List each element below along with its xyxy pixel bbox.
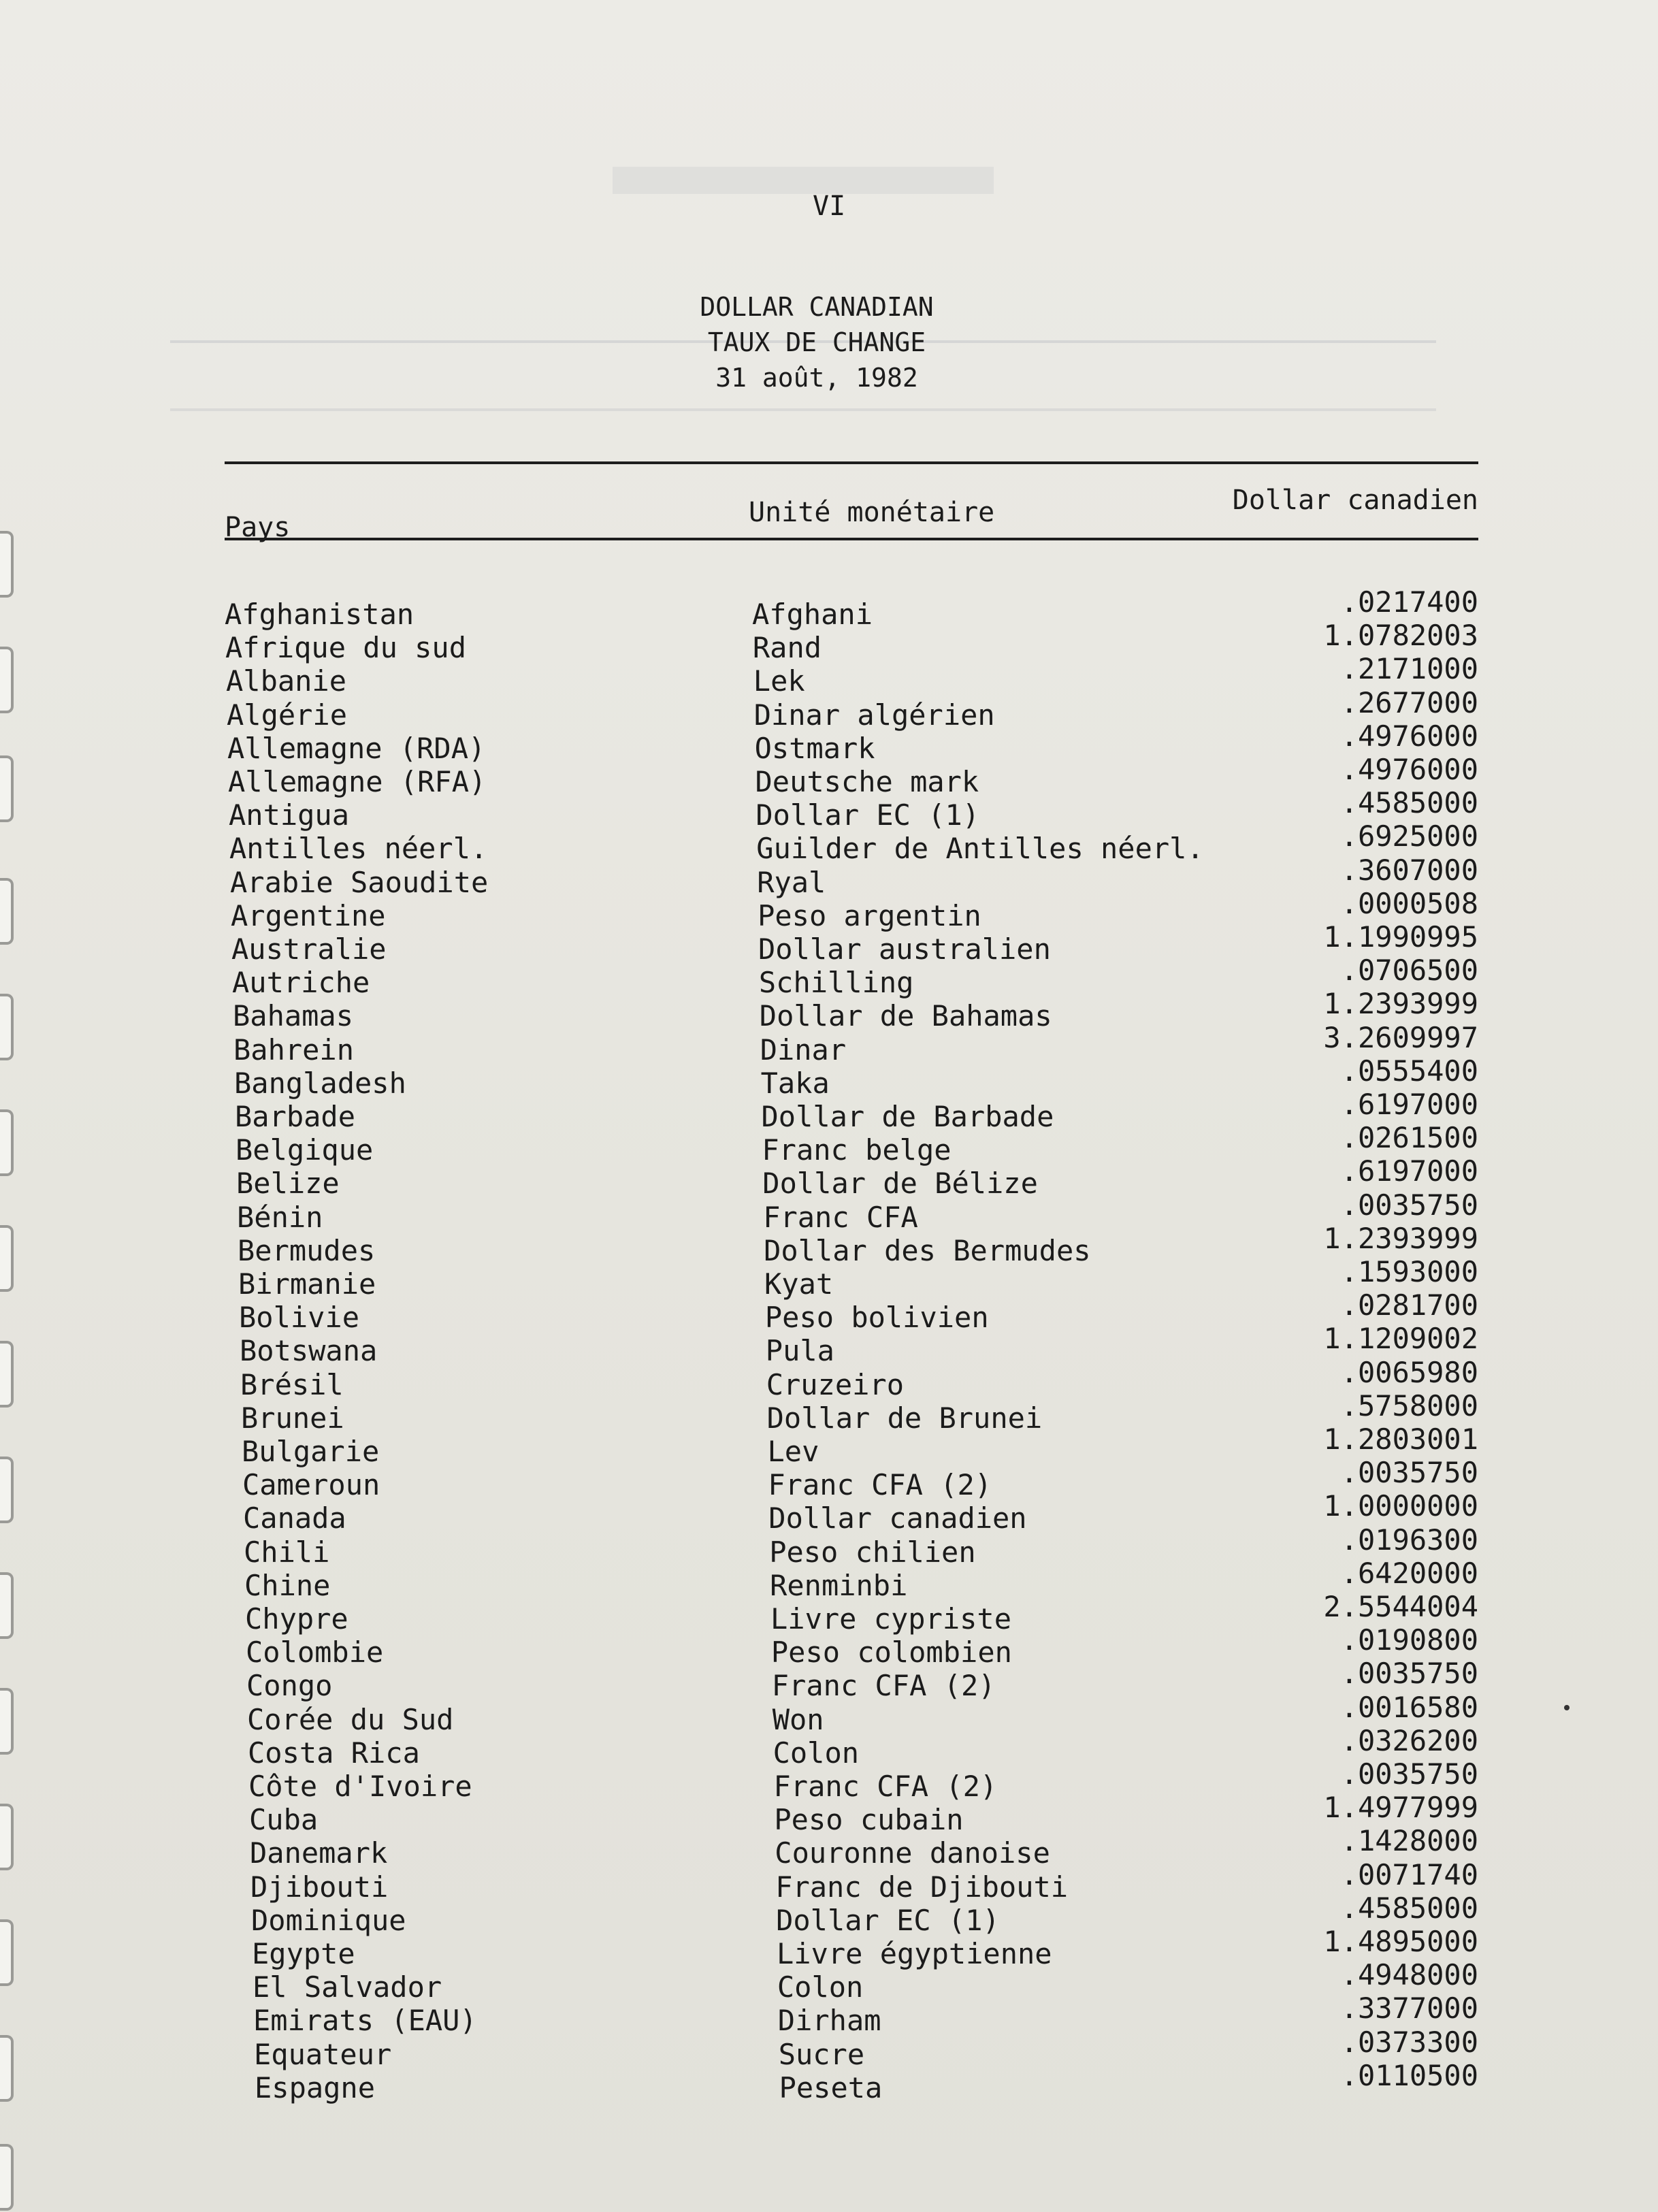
title-line: TAUX DE CHANGE <box>707 327 926 357</box>
country-cell: Bahrein <box>233 1032 355 1067</box>
rate-cell: .1593000 <box>1340 1255 1478 1288</box>
currency-cell: Rand <box>752 631 822 665</box>
currency-cell: Dollar de Brunei <box>766 1401 1043 1435</box>
currency-cell: Lek <box>753 664 805 698</box>
currency-cell: Dollar australien <box>758 932 1051 966</box>
country-cell: Bahamas <box>233 999 354 1033</box>
currency-cell: Franc CFA (2) <box>771 1669 996 1703</box>
currency-cell: Livre cypriste <box>770 1602 1012 1636</box>
currency-cell: Guilder de Antilles néerl. <box>756 832 1204 866</box>
rate-cell: .5758000 <box>1340 1388 1478 1422</box>
country-cell: Bermudes <box>238 1233 376 1267</box>
currency-cell: Dinar <box>760 1032 847 1067</box>
rate-cell: 1.1209002 <box>1323 1322 1478 1356</box>
country-cell: Cameroun <box>242 1468 380 1502</box>
country-cell: Brésil <box>240 1367 344 1401</box>
rate-cell: .0016580 <box>1340 1690 1478 1724</box>
currency-cell: Dollar des Bermudes <box>764 1233 1091 1267</box>
rate-cell: 1.2393999 <box>1323 1221 1478 1255</box>
currency-cell: Colon <box>777 1970 864 2004</box>
rate-cell: .4976000 <box>1340 753 1478 786</box>
country-cell: El Salvador <box>253 1970 442 2004</box>
rate-cell: .1428000 <box>1340 1824 1478 1858</box>
country-cell: Bulgarie <box>242 1435 380 1468</box>
currency-cell: Franc de Djibouti <box>775 1870 1069 1904</box>
currency-cell: Sucre <box>778 2037 865 2071</box>
column-header-country: Pays <box>225 512 291 543</box>
currency-cell: Franc CFA (2) <box>773 1770 998 1803</box>
country-cell: Canada <box>243 1501 346 1535</box>
country-cell: Djibouti <box>250 1870 389 1904</box>
country-cell: Arabie Saoudite <box>230 865 489 899</box>
currency-cell: Deutsche mark <box>755 765 979 798</box>
rate-cell: .0217400 <box>1340 585 1478 619</box>
country-cell: Espagne <box>255 2070 376 2104</box>
rate-cell: .0000508 <box>1340 886 1478 920</box>
country-cell: Barbade <box>235 1100 356 1133</box>
country-cell: Australie <box>231 932 387 966</box>
country-cell: Cuba <box>249 1803 319 1837</box>
country-cell: Antilles néerl. <box>229 832 488 866</box>
rate-cell: 3.2609997 <box>1323 1020 1478 1054</box>
rate-cell: .6197000 <box>1340 1154 1478 1188</box>
country-cell: Côte d'Ivoire <box>248 1770 472 1803</box>
currency-cell: Peseta <box>779 2070 883 2104</box>
currency-cell: Peso bolivien <box>764 1301 989 1335</box>
country-cell: Chili <box>244 1535 330 1569</box>
rate-cell: 1.4895000 <box>1323 1925 1478 1958</box>
currency-cell: Ryal <box>757 865 826 899</box>
currency-cell: Peso colombien <box>770 1636 1012 1670</box>
rate-cell: .4585000 <box>1340 786 1478 820</box>
currency-cell: Couronne danoise <box>775 1836 1050 1870</box>
column-header-rate: Dollar canadien <box>1232 485 1478 516</box>
rate-cell: .0281700 <box>1340 1288 1478 1322</box>
country-cell: Equateur <box>254 2037 392 2071</box>
country-cell: Algérie <box>227 698 348 732</box>
country-cell: Afghanistan <box>225 598 414 631</box>
currency-cell: Dollar de Bélize <box>762 1167 1038 1201</box>
currency-cell: Peso cubain <box>774 1803 964 1837</box>
currency-cell: Peso chilien <box>769 1535 976 1569</box>
country-cell: Danemark <box>250 1836 388 1870</box>
country-cell: Brunei <box>241 1401 344 1435</box>
currency-cell: Won <box>772 1702 824 1736</box>
rate-cell: .0706500 <box>1340 954 1478 988</box>
rate-cell: .6420000 <box>1340 1556 1478 1590</box>
rate-cell: .0555400 <box>1340 1054 1478 1088</box>
rate-cell: .0190800 <box>1340 1623 1478 1657</box>
country-cell: Costa Rica <box>248 1736 420 1770</box>
rate-cell: .0110500 <box>1340 2058 1478 2092</box>
rate-cell: .4948000 <box>1340 1958 1478 1992</box>
rate-cell: .0261500 <box>1340 1121 1478 1155</box>
title-line: DOLLAR CANADIAN <box>700 292 934 322</box>
country-cell: Autriche <box>232 966 370 1000</box>
page-number: VI <box>813 191 846 222</box>
table-row <box>0 2058 1658 2105</box>
country-cell: Afrique du sud <box>225 631 467 665</box>
rate-cell: .4585000 <box>1340 1891 1478 1925</box>
country-cell: Congo <box>246 1669 333 1703</box>
rate-cell: .0065980 <box>1340 1355 1478 1389</box>
currency-cell: Peso argentin <box>758 898 981 932</box>
rate-cell: .0196300 <box>1340 1523 1478 1557</box>
country-cell: Belgique <box>235 1133 374 1167</box>
currency-cell: Dinar algérien <box>753 698 995 732</box>
rate-cell: .0035750 <box>1340 1456 1478 1490</box>
country-cell: Allemagne (RDA) <box>227 731 486 765</box>
title-line: 31 août, 1982 <box>715 363 918 393</box>
country-cell: Corée du Sud <box>247 1702 454 1736</box>
rate-cell: .2677000 <box>1340 685 1478 719</box>
currency-cell: Dollar de Barbade <box>761 1100 1054 1133</box>
rate-cell: .6925000 <box>1340 819 1478 853</box>
currency-cell: Pula <box>765 1334 834 1368</box>
country-cell: Botswana <box>240 1334 378 1368</box>
currency-cell: Franc CFA (2) <box>768 1468 992 1502</box>
paper-speck <box>1564 1705 1570 1710</box>
currency-cell: Franc belge <box>762 1133 952 1167</box>
currency-cell: Lev <box>767 1435 819 1468</box>
rate-cell: 2.5544004 <box>1323 1590 1478 1623</box>
currency-cell: Dollar canadien <box>768 1501 1027 1535</box>
rate-cell: 1.2803001 <box>1323 1422 1478 1456</box>
country-cell: Egypte <box>252 1937 355 1970</box>
country-cell: Bénin <box>237 1200 323 1234</box>
currency-cell: Schilling <box>758 966 914 1000</box>
country-cell: Allemagne (RFA) <box>228 765 487 798</box>
currency-cell: Renminbi <box>770 1568 908 1602</box>
rate-cell: .0035750 <box>1340 1757 1478 1791</box>
rate-cell: .0035750 <box>1340 1657 1478 1691</box>
rate-cell: .6197000 <box>1340 1088 1478 1121</box>
country-cell: Albanie <box>226 664 347 698</box>
currency-cell: Ostmark <box>754 731 875 765</box>
currency-cell: Kyat <box>764 1267 834 1301</box>
country-cell: Antigua <box>229 798 350 832</box>
rate-cell: .4976000 <box>1340 719 1478 753</box>
rate-cell: 1.1990995 <box>1323 920 1478 954</box>
currency-cell: Franc CFA <box>763 1200 918 1234</box>
currency-cell: Dirham <box>777 2004 881 2038</box>
rate-cell: .0373300 <box>1340 2025 1478 2059</box>
country-cell: Chine <box>244 1568 331 1602</box>
rate-cell: .0071740 <box>1340 1857 1478 1891</box>
country-cell: Birmanie <box>238 1267 376 1301</box>
country-cell: Bangladesh <box>234 1066 406 1100</box>
country-cell: Chypre <box>245 1602 348 1636</box>
country-cell: Argentine <box>231 898 386 932</box>
rate-cell: 1.4977999 <box>1323 1791 1478 1825</box>
currency-cell: Cruzeiro <box>766 1367 904 1401</box>
rate-cell: .3377000 <box>1340 1991 1478 2026</box>
country-cell: Belize <box>236 1167 340 1201</box>
rate-cell: 1.2393999 <box>1323 987 1478 1021</box>
currency-cell: Dollar EC (1) <box>755 798 980 832</box>
currency-cell: Dollar de Bahamas <box>759 999 1052 1033</box>
currency-cell: Taka <box>760 1066 830 1100</box>
rate-cell: .0326200 <box>1340 1723 1478 1757</box>
currency-cell: Livre égyptienne <box>777 1937 1052 1970</box>
rate-cell: .3607000 <box>1340 853 1478 887</box>
rate-cell: .0035750 <box>1340 1188 1478 1222</box>
country-cell: Colombie <box>246 1636 384 1670</box>
country-cell: Bolivie <box>239 1301 360 1335</box>
currency-cell: Colon <box>773 1736 860 1770</box>
currency-cell: Dollar EC (1) <box>776 1903 1000 1937</box>
rate-cell: .2171000 <box>1340 652 1478 686</box>
rate-cell: 1.0782003 <box>1323 619 1478 653</box>
country-cell: Emirats (EAU) <box>253 2004 477 2038</box>
country-cell: Dominique <box>251 1903 406 1937</box>
rate-cell: 1.0000000 <box>1323 1489 1478 1523</box>
currency-cell: Afghani <box>752 598 873 631</box>
column-header-currency: Unité monétaire <box>749 497 995 528</box>
